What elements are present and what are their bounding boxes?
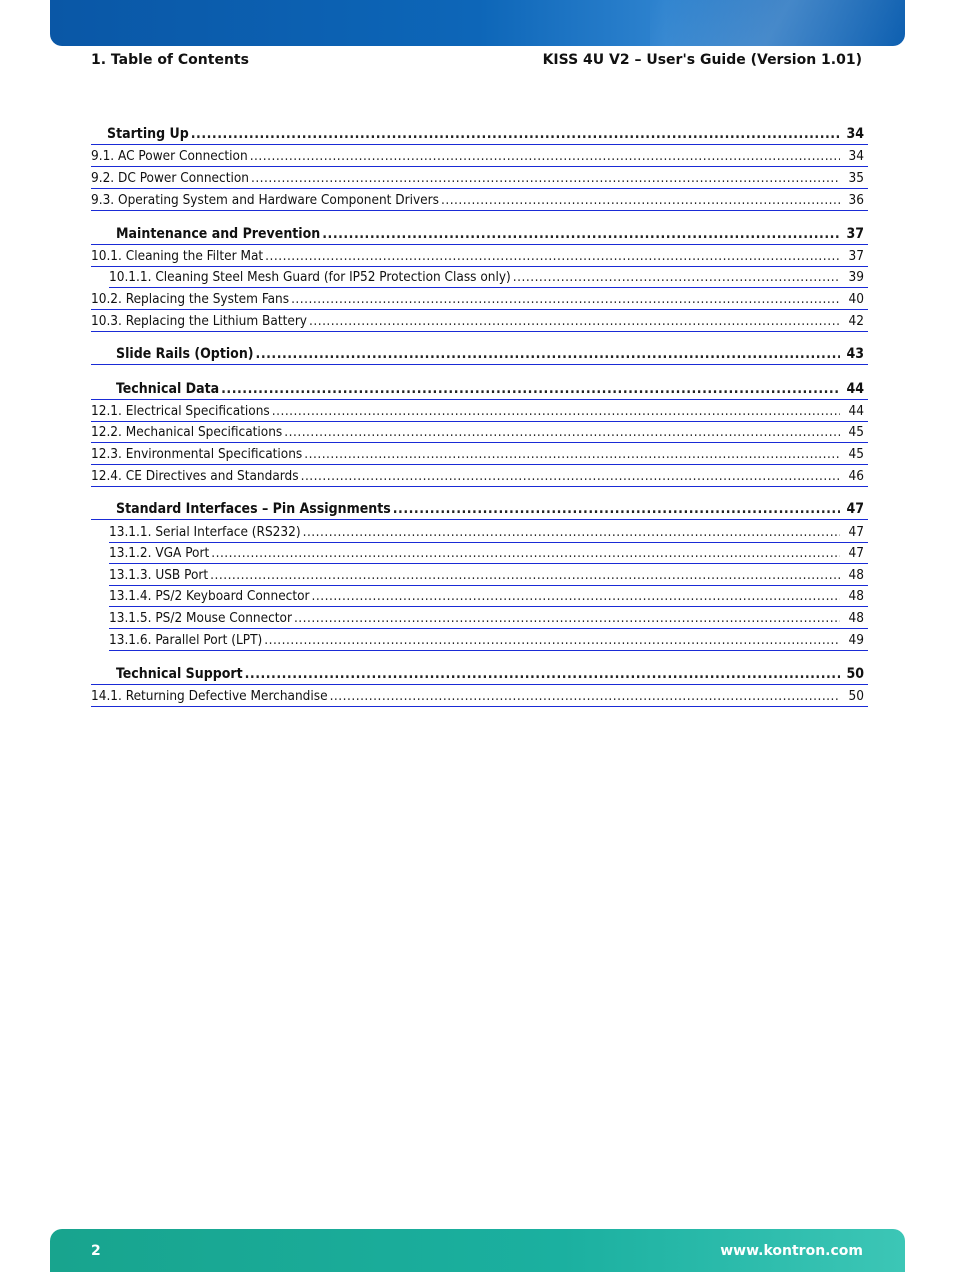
toc-entry[interactable] — [91, 400, 868, 422]
toc-entry-page: 47 — [848, 545, 864, 561]
toc-entry-page: 42 — [848, 313, 864, 329]
toc-entry[interactable] — [109, 629, 868, 651]
header-banner — [50, 0, 905, 46]
toc-entry-title: 10.2. Replacing the System Fans — [91, 291, 290, 307]
toc-entry[interactable] — [91, 245, 868, 267]
toc-entry-page: 40 — [848, 291, 864, 307]
toc-leader-dots — [513, 269, 840, 287]
toc-entry-title: 12.4. CE Directives and Standards — [91, 468, 299, 484]
toc-entry-title: 10.3. Replacing the Lithium Battery — [91, 313, 307, 329]
toc-entry-title: 12.2. Mechanical Specifications — [91, 424, 283, 440]
toc-entry-title: Starting Up — [107, 126, 189, 142]
toc-entry-page: 44 — [848, 403, 864, 419]
toc-entry-title: Technical Support — [116, 666, 243, 682]
toc-entry-page: 37 — [846, 226, 864, 242]
toc-leader-dots — [304, 446, 840, 464]
toc-leader-dots — [245, 666, 840, 684]
toc-entry-page: 47 — [848, 524, 864, 540]
toc-entry-page: 48 — [848, 610, 864, 626]
toc-entry[interactable] — [109, 521, 868, 543]
toc-leader-dots — [210, 567, 840, 585]
toc-leader-dots — [303, 524, 840, 542]
toc-entry-title: 13.1.5. PS/2 Mouse Connector — [109, 610, 292, 626]
toc-entry-page: 34 — [846, 126, 864, 142]
toc-entry[interactable] — [91, 343, 868, 365]
toc-entry[interactable] — [91, 378, 868, 400]
toc-entry[interactable] — [109, 564, 868, 586]
toc-leader-dots — [272, 403, 840, 421]
toc-entry[interactable] — [91, 123, 868, 145]
toc-leader-dots — [309, 313, 840, 331]
toc-entry-page: 39 — [848, 269, 864, 285]
toc-leader-dots — [251, 170, 840, 188]
toc-leader-dots — [441, 192, 840, 210]
toc-entry-page: 35 — [848, 170, 864, 186]
toc-entry-title: 13.1.2. VGA Port — [109, 545, 210, 561]
toc-entry[interactable] — [91, 498, 868, 520]
toc-entry-title: 12.3. Environmental Specifications — [91, 446, 303, 462]
toc-leader-dots — [211, 545, 840, 563]
toc-entry[interactable] — [91, 310, 868, 332]
footer-banner — [50, 1229, 905, 1272]
toc-entry-page: 45 — [848, 424, 864, 440]
toc-entry[interactable] — [91, 465, 868, 487]
toc-leader-dots — [322, 226, 840, 244]
toc-entry-page: 50 — [848, 688, 864, 704]
toc-leader-dots — [264, 632, 840, 650]
toc-entry-page: 43 — [846, 346, 864, 362]
toc-entry[interactable] — [91, 685, 868, 707]
toc-leader-dots — [330, 688, 840, 706]
toc-entry[interactable] — [91, 145, 868, 167]
toc-entry[interactable] — [91, 223, 868, 245]
toc-leader-dots — [191, 126, 840, 144]
toc-leader-dots — [291, 291, 840, 309]
toc-leader-dots — [256, 346, 840, 364]
header-document-title: KISS 4U V2 – User's Guide (Version 1.01) — [542, 52, 862, 68]
toc-entry[interactable] — [109, 542, 868, 564]
toc-entry-page: 44 — [846, 381, 864, 397]
toc-entry-title: 13.1.6. Parallel Port (LPT) — [109, 632, 263, 648]
toc-entry-title: 14.1. Returning Defective Merchandise — [91, 688, 328, 704]
toc-entry-title: 10.1. Cleaning the Filter Mat — [91, 248, 264, 264]
toc-entry[interactable] — [109, 607, 868, 629]
toc-entry-title: 13.1.4. PS/2 Keyboard Connector — [109, 588, 310, 604]
toc-entry-page: 48 — [848, 567, 864, 583]
toc-entry-page: 34 — [848, 148, 864, 164]
toc-leader-dots — [250, 148, 840, 166]
toc-entry-page: 50 — [846, 666, 864, 682]
toc-entry-title: 10.1.1. Cleaning Steel Mesh Guard (for IP52 Protection Class only) — [109, 269, 511, 285]
toc-entry-title: Maintenance and Prevention — [116, 226, 321, 242]
toc-entry[interactable] — [109, 585, 868, 607]
toc-entry[interactable] — [91, 421, 868, 443]
toc-leader-dots — [393, 501, 840, 519]
toc-entry-page: 47 — [846, 501, 864, 517]
toc-entry-page: 45 — [848, 446, 864, 462]
toc-entry[interactable] — [91, 167, 868, 189]
toc-leader-dots — [221, 381, 840, 399]
toc-entry[interactable] — [109, 266, 868, 288]
toc-entry-title: Standard Interfaces – Pin Assignments — [116, 501, 391, 517]
toc-entry-page: 48 — [848, 588, 864, 604]
toc-leader-dots — [301, 468, 840, 486]
toc-entry-title: 12.1. Electrical Specifications — [91, 403, 270, 419]
toc-entry-page: 46 — [848, 468, 864, 484]
toc-entry-title: 13.1.1. Serial Interface (RS232) — [109, 524, 301, 540]
toc-entry-title: Slide Rails (Option) — [116, 346, 254, 362]
toc-leader-dots — [312, 588, 840, 606]
toc-leader-dots — [294, 610, 840, 628]
toc-entry-page: 36 — [848, 192, 864, 208]
toc-entry-title: 9.1. AC Power Connection — [91, 148, 248, 164]
toc-entry[interactable] — [91, 663, 868, 685]
toc-entry-title: 13.1.3. USB Port — [109, 567, 209, 583]
page-number: 2 — [91, 1243, 101, 1259]
toc-entry-page: 37 — [848, 248, 864, 264]
toc-entry[interactable] — [91, 189, 868, 211]
toc-leader-dots — [284, 424, 840, 442]
header-section-title: 1. Table of Contents — [91, 52, 249, 68]
toc-entry-title: 9.3. Operating System and Hardware Component Drivers — [91, 192, 439, 208]
toc-entry-page: 49 — [848, 632, 864, 648]
toc-leader-dots — [265, 248, 840, 266]
toc-entry[interactable] — [91, 288, 868, 310]
toc-entry-title: 9.2. DC Power Connection — [91, 170, 249, 186]
toc-entry-title: Technical Data — [116, 381, 220, 397]
toc-entry[interactable] — [91, 443, 868, 465]
website-link[interactable]: www.kontron.com — [720, 1243, 863, 1259]
